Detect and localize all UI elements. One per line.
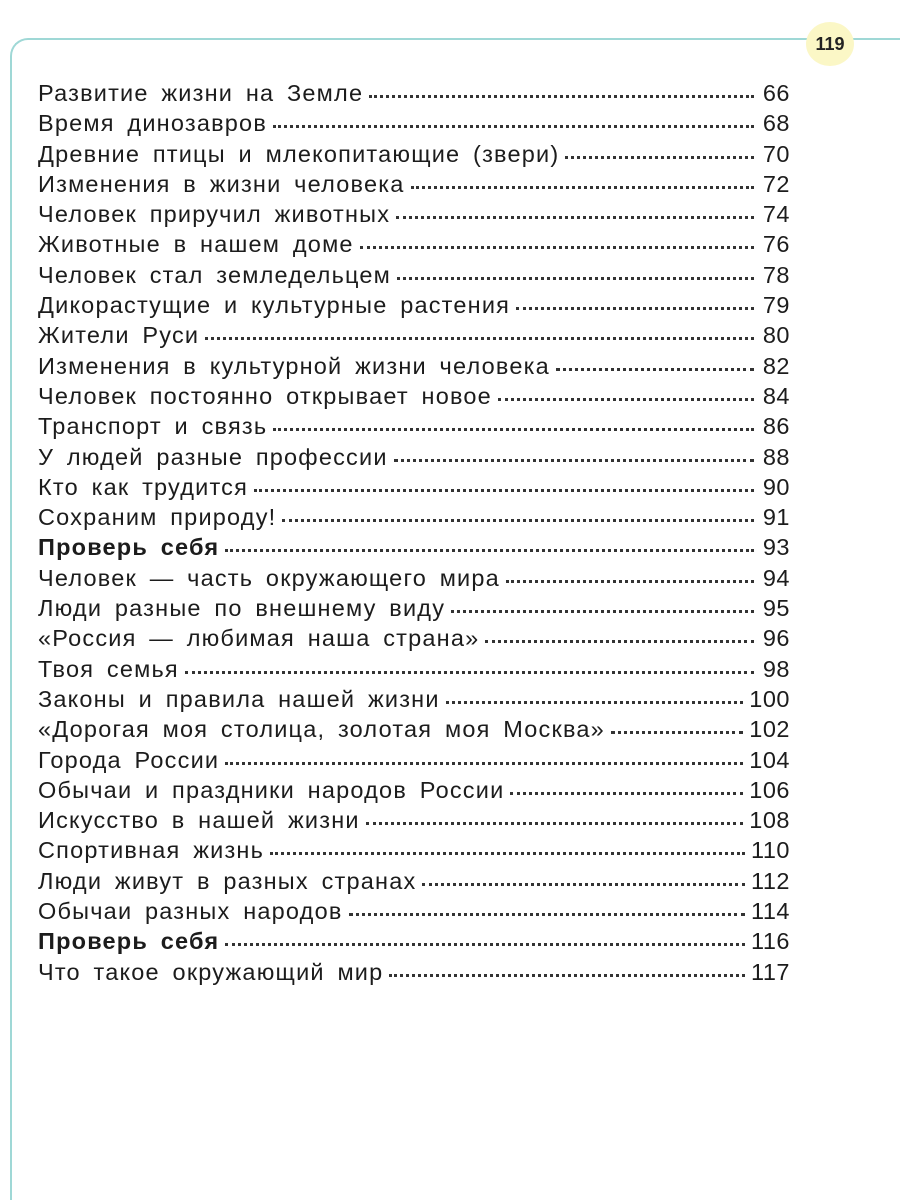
toc-entry-title: Животные в нашем доме [38, 231, 354, 258]
toc-entry [38, 656, 790, 686]
page-number: 119 [806, 22, 854, 66]
toc-dot-leader [349, 913, 745, 916]
toc-entry-page: 68 [762, 110, 790, 137]
toc-entry-page: 94 [762, 564, 790, 591]
toc-entry-title: Изменения в культурной жизни человека [38, 352, 550, 379]
toc-entry-page: 116 [751, 928, 790, 955]
toc-entry-title: Жители Руси [38, 322, 200, 349]
toc-dot-leader [397, 277, 754, 280]
toc-entry [38, 231, 790, 261]
toc-entry [38, 322, 790, 352]
toc-dot-leader [273, 125, 754, 128]
toc-entry-page: 102 [749, 716, 790, 743]
toc-dot-leader [389, 974, 745, 977]
toc-entry [38, 959, 790, 989]
toc-dot-leader [498, 398, 754, 401]
toc-entry [38, 413, 790, 443]
toc-dot-leader [270, 852, 745, 855]
toc-entry-page: 76 [762, 231, 790, 258]
toc-dot-leader [510, 792, 743, 795]
toc-entry-page: 91 [762, 504, 790, 531]
toc-entry [38, 625, 790, 655]
toc-entry-page: 70 [762, 140, 790, 167]
toc-entry [38, 141, 790, 171]
toc-entry [38, 171, 790, 201]
toc-entry-title: Искусство в нашей жизни [38, 807, 360, 834]
toc-entry-page: 98 [762, 655, 790, 682]
toc-entry-page: 93 [762, 534, 790, 561]
toc-entry-page: 95 [762, 595, 790, 622]
toc-entry [38, 353, 790, 383]
table-of-contents [38, 80, 790, 989]
toc-entry [38, 928, 790, 958]
toc-entry-title: Люди живут в разных странах [38, 867, 417, 894]
toc-entry-page: 72 [762, 170, 790, 197]
toc-entry [38, 747, 790, 777]
toc-entry-title: Дикорастущие и культурные растения [38, 292, 511, 319]
toc-entry [38, 777, 790, 807]
toc-entry-page: 108 [749, 807, 790, 834]
toc-dot-leader [422, 883, 745, 886]
toc-entry-title: Твоя семья [38, 655, 179, 682]
toc-dot-leader [394, 459, 754, 462]
toc-entry-page: 78 [762, 261, 790, 288]
toc-dot-leader [565, 156, 754, 159]
toc-dot-leader [396, 216, 754, 219]
toc-dot-leader [369, 95, 754, 98]
toc-entry-title: Транспорт и связь [38, 413, 268, 440]
toc-entry-page: 66 [762, 80, 790, 106]
toc-entry-title: Люди разные по внешнему виду [38, 595, 446, 622]
toc-entry [38, 565, 790, 595]
toc-entry-title: Человек — часть окружающего мира [38, 564, 500, 591]
toc-entry-title: Время динозавров [38, 110, 267, 137]
toc-entry [38, 444, 790, 474]
toc-entry [38, 686, 790, 716]
toc-dot-leader [282, 519, 754, 522]
toc-entry-title: Развитие жизни на Земле [38, 80, 364, 106]
toc-dot-leader [205, 337, 754, 340]
toc-dot-leader [451, 610, 754, 613]
toc-entry [38, 504, 790, 534]
toc-entry [38, 807, 790, 837]
toc-entry-title: Проверь себя [38, 928, 220, 955]
toc-entry-page: 82 [762, 352, 790, 379]
toc-entry-page: 106 [749, 776, 790, 803]
toc-dot-leader [506, 580, 754, 583]
toc-dot-leader [611, 731, 743, 734]
toc-entry [38, 898, 790, 928]
toc-entry-title: Обычаи и праздники народов России [38, 776, 505, 803]
toc-dot-leader [485, 640, 754, 643]
toc-entry-page: 79 [762, 292, 790, 319]
toc-entry-title: Человек стал земледельцем [38, 261, 392, 288]
toc-dot-leader [360, 246, 754, 249]
toc-entry-title: Спортивная жизнь [38, 837, 265, 864]
toc-entry-page: 88 [762, 443, 790, 470]
toc-entry-title: Проверь себя [38, 534, 220, 561]
toc-entry-page: 86 [762, 413, 790, 440]
toc-entry [38, 262, 790, 292]
toc-entry [38, 534, 790, 564]
toc-entry-page: 110 [751, 837, 790, 864]
toc-entry [38, 837, 790, 867]
toc-entry-title: «Россия — любимая наша страна» [38, 625, 480, 652]
toc-entry [38, 110, 790, 140]
toc-entry-title: У людей разные профессии [38, 443, 388, 470]
toc-entry-page: 100 [749, 685, 790, 712]
toc-dot-leader [254, 489, 754, 492]
toc-entry-page: 80 [762, 322, 790, 349]
toc-entry-page: 104 [749, 746, 790, 773]
toc-entry [38, 474, 790, 504]
toc-entry-title: Что такое окружающий мир [38, 958, 384, 985]
toc-entry-page: 114 [751, 898, 790, 925]
toc-entry-title: Человек приручил животных [38, 201, 391, 228]
toc-entry [38, 383, 790, 413]
toc-entry [38, 292, 790, 322]
toc-entry-page: 84 [762, 382, 790, 409]
toc-entry-page: 112 [751, 867, 790, 894]
toc-dot-leader [273, 428, 754, 431]
toc-dot-leader [556, 368, 754, 371]
toc-entry [38, 595, 790, 625]
toc-entry-title: Человек постоянно открывает новое [38, 382, 492, 409]
toc-entry-title: Законы и правила нашей жизни [38, 685, 440, 712]
toc-entry-title: Кто как трудится [38, 473, 249, 500]
toc-entry-title: Сохраним природу! [38, 504, 277, 531]
toc-entry [38, 201, 790, 231]
toc-dot-leader [225, 943, 745, 946]
toc-entry [38, 868, 790, 898]
toc-entry [38, 716, 790, 746]
toc-entry-title: Города России [38, 746, 220, 773]
toc-entry-title: «Дорогая моя столица, золотая моя Москва» [38, 716, 605, 743]
toc-entry-title: Изменения в жизни человека [38, 170, 405, 197]
toc-dot-leader [411, 186, 754, 189]
toc-entry-title: Древние птицы и млекопитающие (звери) [38, 140, 560, 167]
toc-entry-page: 74 [762, 201, 790, 228]
toc-entry [38, 80, 790, 110]
toc-entry-title: Обычаи разных народов [38, 898, 343, 925]
toc-entry-page: 90 [762, 473, 790, 500]
toc-dot-leader [446, 701, 744, 704]
toc-entry-page: 96 [762, 625, 790, 652]
toc-dot-leader [225, 549, 754, 552]
toc-dot-leader [225, 762, 743, 765]
toc-dot-leader [366, 822, 744, 825]
toc-dot-leader [185, 671, 754, 674]
toc-dot-leader [516, 307, 754, 310]
toc-entry-page: 117 [751, 958, 790, 985]
